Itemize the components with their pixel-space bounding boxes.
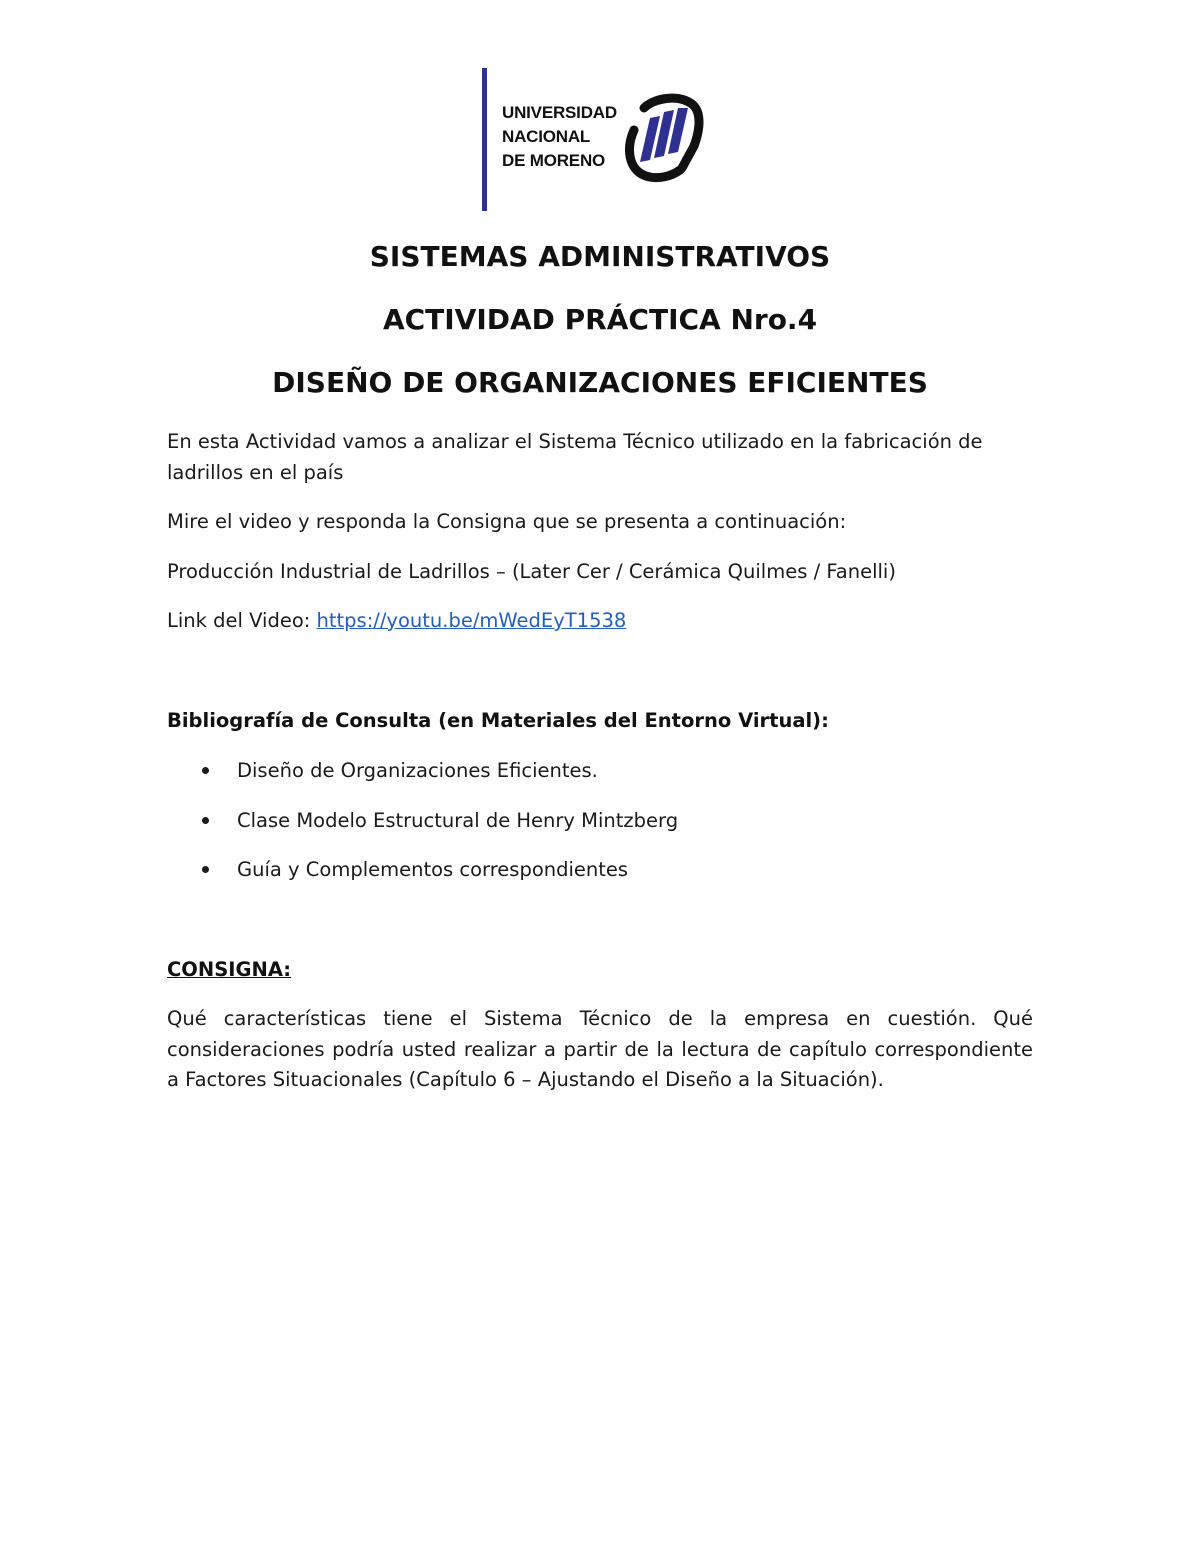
consigna-heading: CONSIGNA: (167, 958, 292, 981)
bibliography-heading: Bibliografía de Consulta (en Materiales del Entorno Virtual): (167, 709, 829, 732)
bullet-icon (202, 767, 209, 774)
list-item (167, 805, 1033, 855)
bibliography-item-1: Diseño de Organizaciones Eficientes. (237, 759, 598, 782)
instruction-paragraph: Mire el video y responda la Consigna que se presenta a continuación: (167, 510, 847, 533)
activity-title: ACTIVIDAD PRÁCTICA Nro.4 (382, 303, 818, 336)
consigna-paragraph: Qué características tiene el Sistema Técnico de la empresa en cuestión. Qué consideraciones podría usted realizar a partir de la lectura de capítulo correspondiente a Factores Situacionales (Capítulo 6 – Ajustando el Diseño a la Situación). (167, 1007, 1033, 1091)
list-item (167, 854, 1033, 904)
university-logo (482, 68, 712, 214)
logo-line-1: UNIVERSIDAD (502, 103, 617, 122)
bibliography-list (167, 755, 1033, 904)
bibliography-item-3: Guía y Complementos correspondientes (237, 858, 629, 881)
logo-line-3: DE MORENO (502, 151, 606, 170)
video-title-paragraph: Producción Industrial de Ladrillos – (Later Cer / Cerámica Quilmes / Fanelli) (167, 560, 896, 583)
bullet-icon (202, 866, 209, 873)
logo-divider-bar (482, 68, 487, 211)
bibliography-item-2: Clase Modelo Estructural de Henry Mintzberg (237, 808, 679, 832)
bullet-icon (202, 817, 209, 824)
list-item (167, 755, 1033, 805)
video-link-label: Link del Video: (167, 609, 317, 632)
logo-line-2: NACIONAL (502, 127, 591, 146)
course-title: SISTEMAS ADMINISTRATIVOS (369, 240, 831, 273)
video-link-paragraph (167, 605, 1033, 636)
video-link[interactable]: https://youtu.be/mWedEyT1538 (316, 609, 627, 632)
unm-emblem-icon (620, 90, 704, 184)
logo-wordmark (502, 101, 617, 173)
topic-title: DISEÑO DE ORGANIZACIONES EFICIENTES (272, 366, 928, 399)
intro-paragraph: En esta Actividad vamos a analizar el Sistema Técnico utilizado en la fabricación de ladrillos en el país (167, 430, 983, 484)
